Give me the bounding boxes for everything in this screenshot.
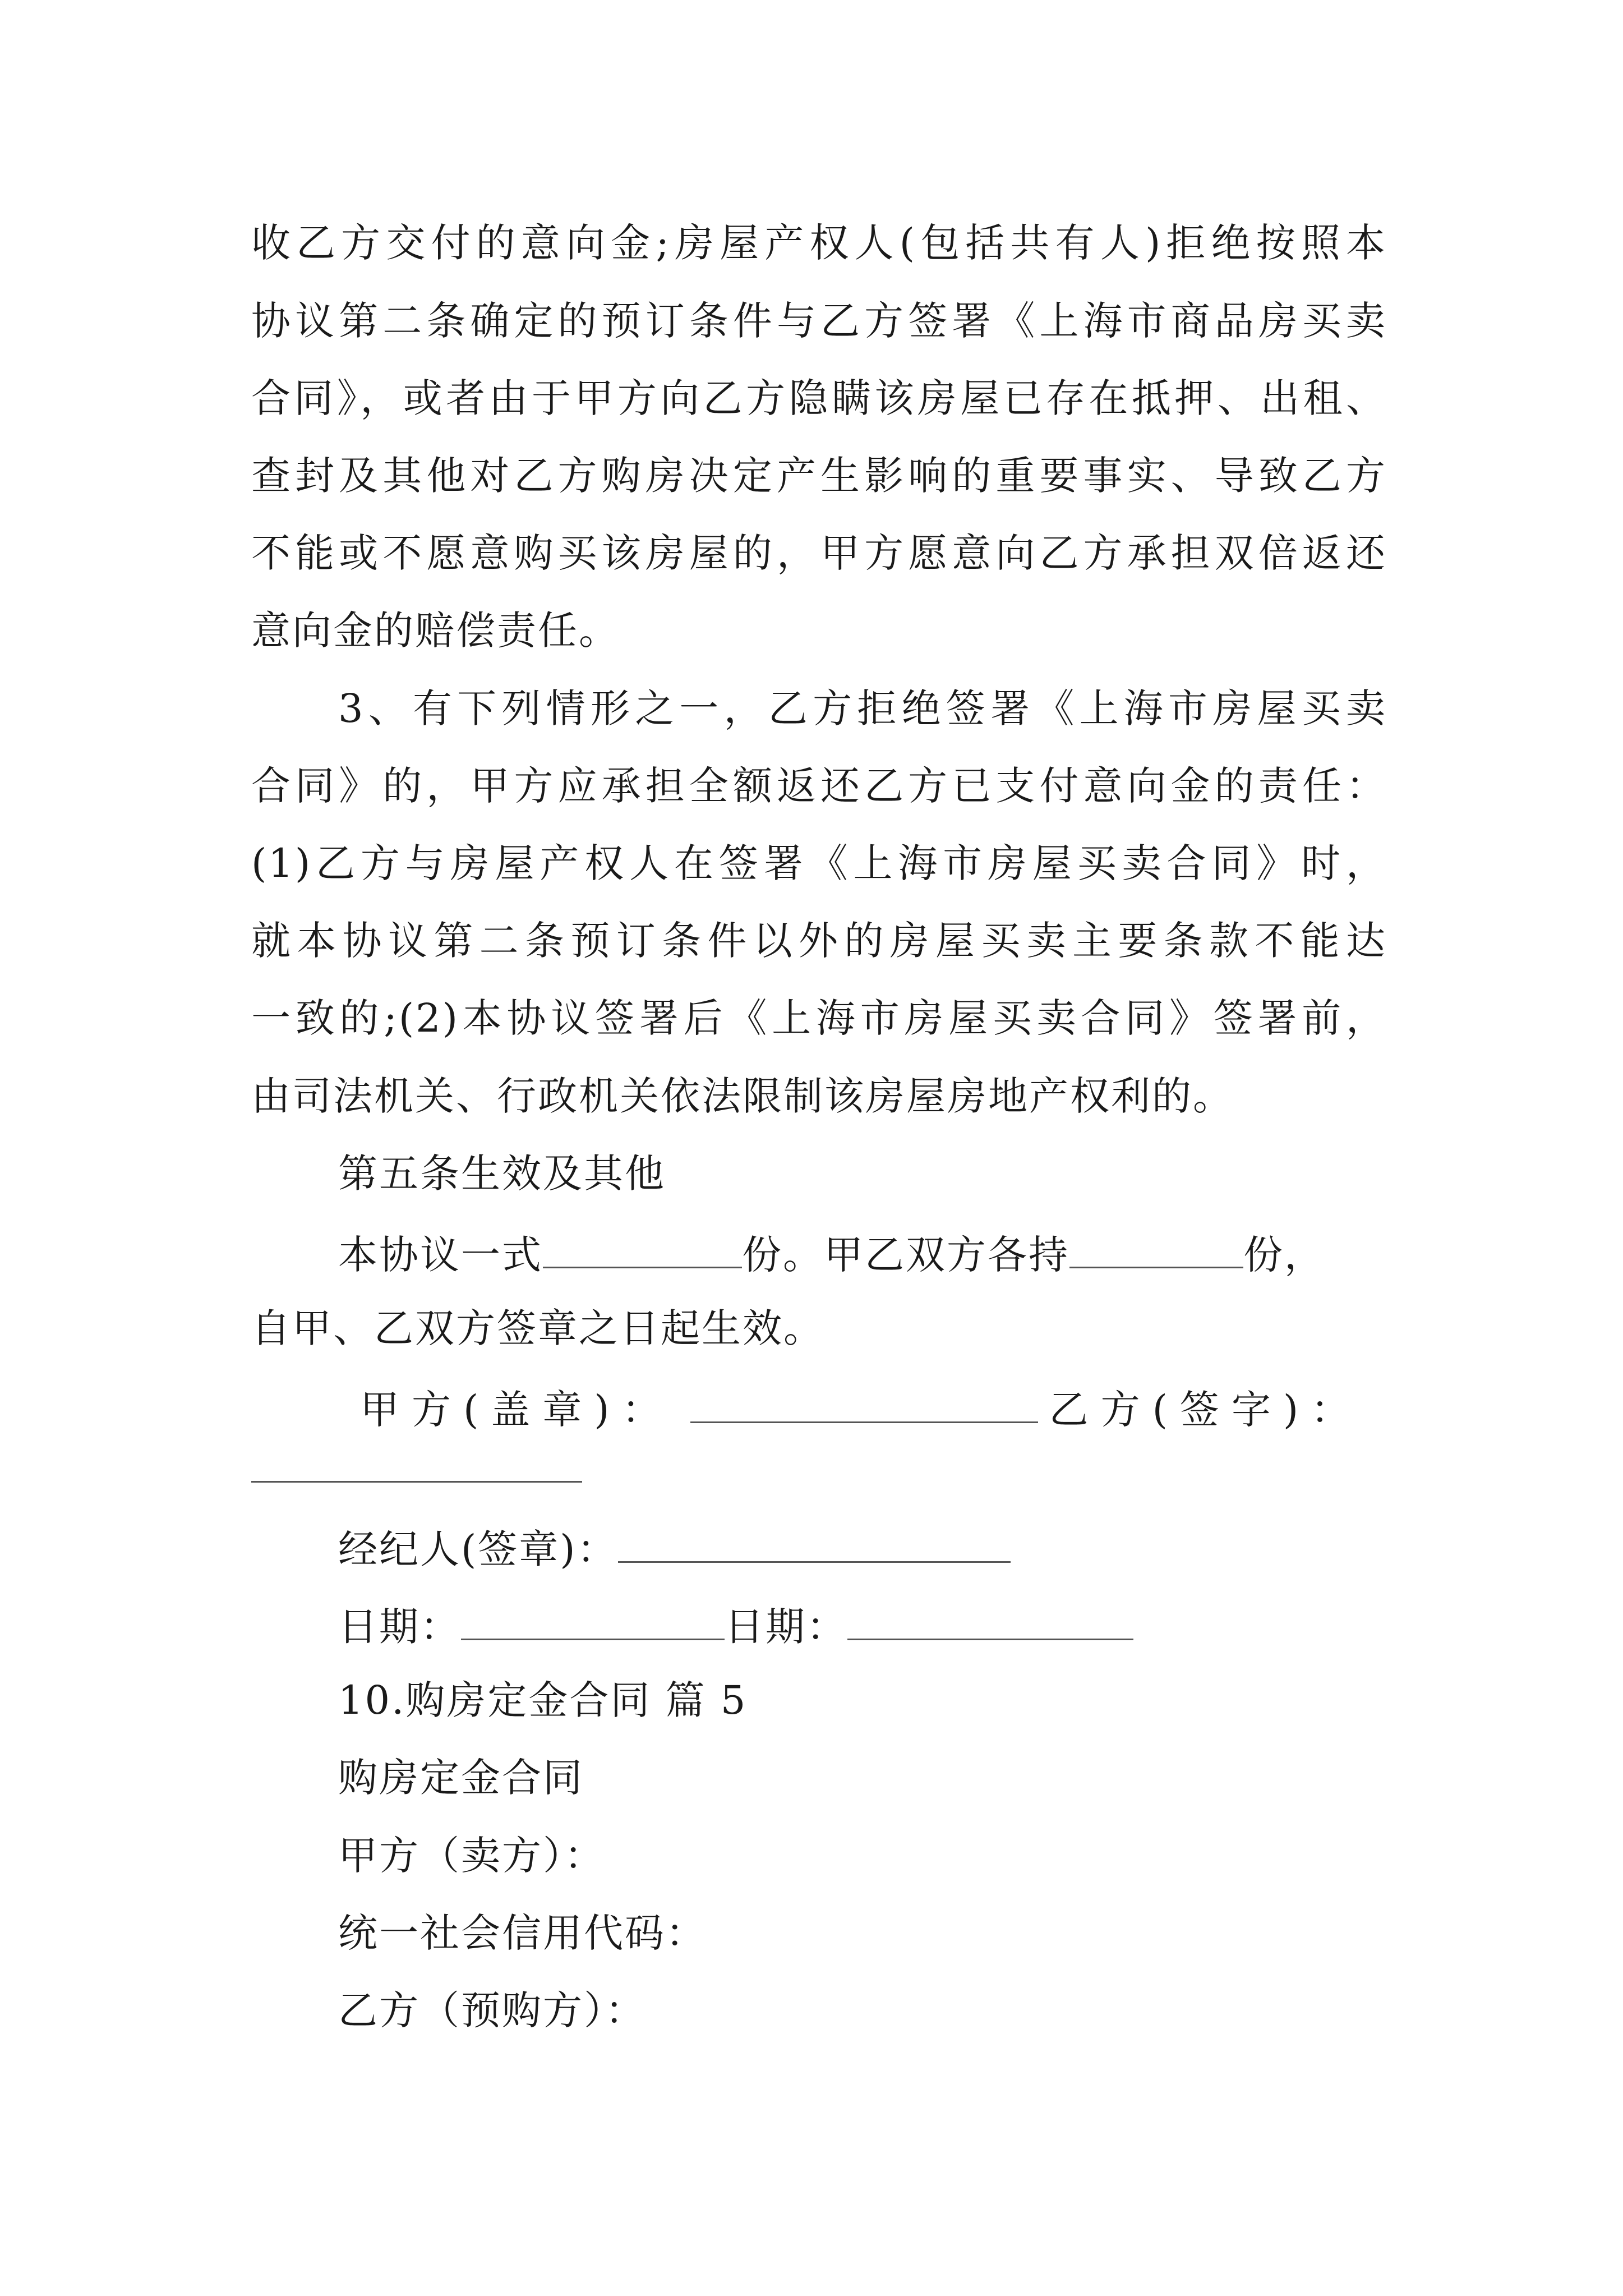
paragraph-line: 一致的;(2)本协议签署后《上海市房屋买卖合同》签署前， xyxy=(251,995,1387,1041)
copies-each-blank xyxy=(1069,1231,1243,1268)
buyer-label: 乙方（预购方）： xyxy=(338,1987,646,2033)
paragraph-line: 合同》，或者由于甲方向乙方隐瞒该房屋已存在抵押、出租、 xyxy=(251,375,1387,421)
party-a-seal-label: 甲方(盖章)： xyxy=(360,1387,674,1433)
agent-sign-blank xyxy=(618,1526,1011,1563)
section-title: 10.购房定金合同 篇 5 xyxy=(338,1677,748,1723)
contract-title: 购房定金合同 xyxy=(338,1755,584,1801)
paragraph-line: 合同》的，甲方应承担全额返还乙方已支付意向金的责任： xyxy=(251,763,1387,809)
paragraph-line: 查封及其他对乙方购房决定产生影响的重要事实、导致乙方 xyxy=(251,453,1387,499)
date-label-b: 日期： xyxy=(725,1604,847,1650)
paragraph-line: 由司法机关、行政机关依法限制该房屋房地产权利的。 xyxy=(251,1073,1234,1119)
party-b-sign-label: 乙方(签字)： xyxy=(1049,1387,1363,1433)
copies-text-3: 份， xyxy=(1243,1232,1325,1278)
date-blank-a xyxy=(461,1603,725,1640)
credit-code-label: 统一社会信用代码： xyxy=(338,1910,707,1956)
copies-text-2: 份。甲乙双方各持 xyxy=(742,1232,1069,1278)
date-line xyxy=(338,1603,1133,1650)
copies-text-1: 本协议一式 xyxy=(338,1232,543,1278)
paragraph-line: 收乙方交付的意向金;房屋产权人(包括共有人)拒绝按照本 xyxy=(251,220,1387,266)
paragraph-line: 协议第二条确定的预订条件与乙方签署《上海市商品房买卖 xyxy=(251,298,1387,344)
paragraph-line: 就本协议第二条预订条件以外的房屋买卖主要条款不能达 xyxy=(251,918,1387,964)
paragraph-line: 意向金的赔偿责任。 xyxy=(251,608,620,654)
party-b-sign-blank xyxy=(251,1481,582,1483)
seller-label: 甲方（卖方）： xyxy=(338,1833,605,1879)
paragraph-line: 3、有下列情形之一，乙方拒绝签署《上海市房屋买卖 xyxy=(338,685,1387,731)
date-blank-b xyxy=(847,1603,1133,1640)
date-label-a: 日期： xyxy=(338,1604,461,1650)
paragraph-line: (1)乙方与房屋产权人在签署《上海市房屋买卖合同》时， xyxy=(251,840,1387,886)
party-a-seal-blank xyxy=(690,1386,1038,1423)
paragraph-line: 不能或不愿意购买该房屋的，甲方愿意向乙方承担双倍返还 xyxy=(251,530,1387,576)
signature-line xyxy=(360,1386,1363,1433)
copies-count-blank xyxy=(543,1231,742,1268)
agent-line xyxy=(338,1526,1011,1572)
section-heading: 第五条生效及其他 xyxy=(338,1151,666,1197)
agent-label: 经纪人(签章)： xyxy=(338,1526,618,1572)
effective-line: 自甲、乙双方签章之日起生效。 xyxy=(251,1305,824,1351)
copies-line xyxy=(338,1231,1325,1278)
